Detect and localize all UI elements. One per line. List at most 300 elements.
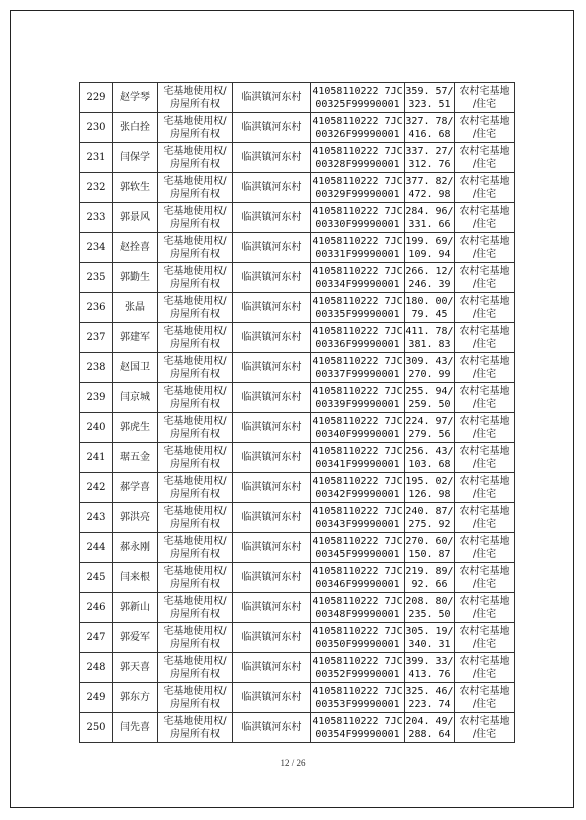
area-cell-line: 413. 76: [408, 668, 451, 680]
owner-name-cell: 闫京城: [113, 383, 158, 413]
unit-code-cell-line: 41058110222 7JC: [312, 235, 403, 247]
right-type-cell-line: 房屋所有权: [170, 188, 220, 200]
table-row: [80, 623, 515, 653]
land-use-cell-line: /住宅: [472, 578, 497, 590]
unit-code-cell: [311, 623, 405, 653]
row-number-cell: 229: [80, 83, 113, 113]
unit-code-cell-line: 41058110222 7JC: [312, 655, 403, 667]
right-type-cell-line: 宅基地使用权/: [163, 295, 227, 307]
table-row: [80, 203, 515, 233]
right-type-cell: [158, 593, 233, 623]
land-use-cell-line: /住宅: [472, 398, 497, 410]
table-row: [80, 263, 515, 293]
right-type-cell-line: 房屋所有权: [170, 548, 220, 560]
area-cell-line: 199. 69/: [405, 235, 454, 247]
area-cell-line: 92. 66: [411, 578, 448, 590]
owner-name-cell: 琚五金: [113, 443, 158, 473]
unit-code-cell-line: 41058110222 7JC: [312, 145, 403, 157]
land-use-cell-line: 农村宅基地: [459, 655, 510, 667]
owner-name-cell: 郭勤生: [113, 263, 158, 293]
land-use-cell-line: /住宅: [472, 458, 497, 470]
location-cell: 临淇镇河东村: [233, 233, 311, 263]
right-type-cell-line: 房屋所有权: [170, 608, 220, 620]
area-cell-line: 340. 31: [408, 638, 451, 650]
land-use-cell: [455, 83, 515, 113]
area-cell-line: 180. 00/: [405, 295, 454, 307]
unit-code-cell: [311, 143, 405, 173]
location-cell: 临淇镇河东村: [233, 83, 311, 113]
right-type-cell: [158, 623, 233, 653]
unit-code-cell-line: 00339F99990001: [315, 398, 400, 410]
right-type-cell-line: 房屋所有权: [170, 158, 220, 170]
owner-name-cell: 闫来根: [113, 563, 158, 593]
owner-name-cell: 郭天喜: [113, 653, 158, 683]
unit-code-cell: [311, 473, 405, 503]
land-use-cell: [455, 353, 515, 383]
unit-code-cell-line: 41058110222 7JC: [312, 475, 403, 487]
owner-name-cell: 郭建军: [113, 323, 158, 353]
land-use-cell-line: /住宅: [472, 128, 497, 140]
area-cell: [405, 593, 455, 623]
unit-code-cell-line: 41058110222 7JC: [312, 115, 403, 127]
land-use-cell: [455, 203, 515, 233]
table-row: [80, 443, 515, 473]
land-use-cell-line: /住宅: [472, 518, 497, 530]
unit-code-cell: [311, 593, 405, 623]
right-type-cell-line: 宅基地使用权/: [163, 595, 227, 607]
location-cell: 临淇镇河东村: [233, 203, 311, 233]
unit-code-cell: [311, 413, 405, 443]
row-number-cell: 243: [80, 503, 113, 533]
right-type-cell-line: 房屋所有权: [170, 398, 220, 410]
right-type-cell: [158, 383, 233, 413]
table-row: [80, 563, 515, 593]
unit-code-cell-line: 00341F99990001: [315, 458, 400, 470]
location-cell: 临淇镇河东村: [233, 713, 311, 743]
area-cell: [405, 293, 455, 323]
unit-code-cell-line: 00337F99990001: [315, 368, 400, 380]
area-cell: [405, 233, 455, 263]
row-number-cell: 235: [80, 263, 113, 293]
land-use-cell: [455, 293, 515, 323]
unit-code-cell: [311, 263, 405, 293]
unit-code-cell-line: 00335F99990001: [315, 308, 400, 320]
right-type-cell-line: 宅基地使用权/: [163, 145, 227, 157]
table-row: [80, 593, 515, 623]
right-type-cell-line: 房屋所有权: [170, 488, 220, 500]
land-use-cell-line: /住宅: [472, 488, 497, 500]
location-cell: 临淇镇河东村: [233, 563, 311, 593]
right-type-cell-line: 房屋所有权: [170, 368, 220, 380]
unit-code-cell-line: 00336F99990001: [315, 338, 400, 350]
area-cell: [405, 683, 455, 713]
unit-code-cell-line: 00326F99990001: [315, 128, 400, 140]
land-use-cell-line: 农村宅基地: [459, 445, 510, 457]
unit-code-cell-line: 41058110222 7JC: [312, 505, 403, 517]
land-use-cell: [455, 473, 515, 503]
row-number-cell: 249: [80, 683, 113, 713]
area-cell-line: 270. 60/: [405, 535, 454, 547]
land-use-cell: [455, 653, 515, 683]
land-use-cell-line: /住宅: [472, 428, 497, 440]
right-type-cell: [158, 83, 233, 113]
area-cell-line: 266. 12/: [405, 265, 454, 277]
unit-code-cell: [311, 533, 405, 563]
right-type-cell-line: 宅基地使用权/: [163, 265, 227, 277]
land-use-cell: [455, 563, 515, 593]
land-use-cell-line: 农村宅基地: [459, 385, 510, 397]
area-cell-line: 79. 45: [411, 308, 448, 320]
area-cell-line: 259. 50: [408, 398, 451, 410]
land-use-cell: [455, 383, 515, 413]
land-use-cell-line: 农村宅基地: [459, 235, 510, 247]
land-use-cell-line: /住宅: [472, 698, 497, 710]
location-cell: 临淇镇河东村: [233, 293, 311, 323]
right-type-cell-line: 宅基地使用权/: [163, 85, 227, 97]
area-cell: [405, 173, 455, 203]
row-number-cell: 242: [80, 473, 113, 503]
right-type-cell: [158, 143, 233, 173]
unit-code-cell-line: 41058110222 7JC: [312, 355, 403, 367]
land-use-cell-line: /住宅: [472, 608, 497, 620]
unit-code-cell: [311, 203, 405, 233]
location-cell: 临淇镇河东村: [233, 653, 311, 683]
area-cell-line: 309. 43/: [405, 355, 454, 367]
area-cell-line: 109. 94: [408, 248, 451, 260]
area-cell: [405, 623, 455, 653]
land-use-cell-line: 农村宅基地: [459, 535, 510, 547]
table-row: [80, 383, 515, 413]
area-cell-line: 279. 56: [408, 428, 451, 440]
owner-name-cell: 张晶: [113, 293, 158, 323]
right-type-cell: [158, 533, 233, 563]
table-row: [80, 683, 515, 713]
land-use-cell-line: 农村宅基地: [459, 85, 510, 97]
unit-code-cell-line: 00346F99990001: [315, 578, 400, 590]
right-type-cell-line: 房屋所有权: [170, 578, 220, 590]
land-use-cell: [455, 713, 515, 743]
table-row: [80, 113, 515, 143]
location-cell: 临淇镇河东村: [233, 173, 311, 203]
area-cell: [405, 713, 455, 743]
right-type-cell-line: 宅基地使用权/: [163, 205, 227, 217]
land-use-cell-line: 农村宅基地: [459, 295, 510, 307]
row-number-cell: 238: [80, 353, 113, 383]
right-type-cell: [158, 413, 233, 443]
land-use-cell: [455, 593, 515, 623]
area-cell-line: 284. 96/: [405, 205, 454, 217]
right-type-cell-line: 房屋所有权: [170, 668, 220, 680]
location-cell: 临淇镇河东村: [233, 683, 311, 713]
land-use-cell: [455, 533, 515, 563]
unit-code-cell-line: 00345F99990001: [315, 548, 400, 560]
unit-code-cell-line: 00325F99990001: [315, 98, 400, 110]
land-use-cell-line: /住宅: [472, 278, 497, 290]
land-use-cell: [455, 503, 515, 533]
area-cell-line: 208. 80/: [405, 595, 454, 607]
right-type-cell-line: 宅基地使用权/: [163, 685, 227, 697]
land-use-cell: [455, 143, 515, 173]
row-number-cell: 248: [80, 653, 113, 683]
area-cell: [405, 263, 455, 293]
area-cell-line: 219. 89/: [405, 565, 454, 577]
area-cell-line: 411. 78/: [405, 325, 454, 337]
row-number-cell: 239: [80, 383, 113, 413]
location-cell: 临淇镇河东村: [233, 533, 311, 563]
table-row: [80, 233, 515, 263]
property-register-table: [79, 82, 515, 743]
area-cell-line: 223. 74: [408, 698, 451, 710]
table-row: [80, 143, 515, 173]
owner-name-cell: 郭软生: [113, 173, 158, 203]
right-type-cell: [158, 233, 233, 263]
owner-name-cell: 赵学琴: [113, 83, 158, 113]
area-cell: [405, 203, 455, 233]
area-cell: [405, 563, 455, 593]
area-cell-line: 256. 43/: [405, 445, 454, 457]
land-use-cell-line: 农村宅基地: [459, 595, 510, 607]
land-use-cell-line: 农村宅基地: [459, 325, 510, 337]
table-row: [80, 173, 515, 203]
land-use-cell: [455, 113, 515, 143]
row-number-cell: 246: [80, 593, 113, 623]
unit-code-cell-line: 00329F99990001: [315, 188, 400, 200]
table-row: [80, 413, 515, 443]
owner-name-cell: 赵国卫: [113, 353, 158, 383]
table-row: [80, 473, 515, 503]
area-cell-line: 240. 87/: [405, 505, 454, 517]
land-use-cell: [455, 623, 515, 653]
owner-name-cell: 郭新山: [113, 593, 158, 623]
land-use-cell-line: 农村宅基地: [459, 685, 510, 697]
area-cell-line: 150. 87: [408, 548, 451, 560]
land-use-cell-line: /住宅: [472, 638, 497, 650]
row-number-cell: 232: [80, 173, 113, 203]
unit-code-cell-line: 41058110222 7JC: [312, 175, 403, 187]
table-row: [80, 83, 515, 113]
land-use-cell-line: /住宅: [472, 218, 497, 230]
area-cell-line: 327. 78/: [405, 115, 454, 127]
area-cell-line: 325. 46/: [405, 685, 454, 697]
right-type-cell-line: 房屋所有权: [170, 98, 220, 110]
right-type-cell-line: 宅基地使用权/: [163, 535, 227, 547]
area-cell-line: 288. 64: [408, 728, 451, 740]
area-cell: [405, 383, 455, 413]
unit-code-cell-line: 41058110222 7JC: [312, 445, 403, 457]
unit-code-cell-line: 41058110222 7JC: [312, 565, 403, 577]
location-cell: 临淇镇河东村: [233, 383, 311, 413]
land-use-cell-line: 农村宅基地: [459, 475, 510, 487]
row-number-cell: 247: [80, 623, 113, 653]
unit-code-cell: [311, 353, 405, 383]
right-type-cell-line: 宅基地使用权/: [163, 325, 227, 337]
area-cell-line: 275. 92: [408, 518, 451, 530]
row-number-cell: 237: [80, 323, 113, 353]
row-number-cell: 245: [80, 563, 113, 593]
land-use-cell-line: 农村宅基地: [459, 205, 510, 217]
area-cell-line: 195. 02/: [405, 475, 454, 487]
right-type-cell-line: 房屋所有权: [170, 728, 220, 740]
right-type-cell: [158, 713, 233, 743]
area-cell-line: 224. 97/: [405, 415, 454, 427]
right-type-cell-line: 宅基地使用权/: [163, 235, 227, 247]
unit-code-cell-line: 41058110222 7JC: [312, 295, 403, 307]
area-cell: [405, 113, 455, 143]
right-type-cell-line: 宅基地使用权/: [163, 715, 227, 727]
row-number-cell: 233: [80, 203, 113, 233]
unit-code-cell: [311, 563, 405, 593]
unit-code-cell-line: 41058110222 7JC: [312, 205, 403, 217]
owner-name-cell: 郝学喜: [113, 473, 158, 503]
right-type-cell-line: 宅基地使用权/: [163, 355, 227, 367]
area-cell-line: 126. 98: [408, 488, 451, 500]
table-row: [80, 533, 515, 563]
unit-code-cell-line: 41058110222 7JC: [312, 415, 403, 427]
land-use-cell-line: /住宅: [472, 158, 497, 170]
right-type-cell-line: 房屋所有权: [170, 698, 220, 710]
area-cell: [405, 413, 455, 443]
right-type-cell: [158, 473, 233, 503]
page-number: 12 / 26: [280, 758, 306, 768]
land-use-cell-line: 农村宅基地: [459, 265, 510, 277]
land-use-cell: [455, 323, 515, 353]
area-cell-line: 337. 27/: [405, 145, 454, 157]
table-row: [80, 323, 515, 353]
right-type-cell: [158, 263, 233, 293]
area-cell-line: 416. 68: [408, 128, 451, 140]
table-row: [80, 293, 515, 323]
row-number-cell: 236: [80, 293, 113, 323]
right-type-cell-line: 房屋所有权: [170, 458, 220, 470]
unit-code-cell: [311, 653, 405, 683]
area-cell: [405, 503, 455, 533]
unit-code-cell-line: 00350F99990001: [315, 638, 400, 650]
right-type-cell: [158, 293, 233, 323]
land-use-cell-line: /住宅: [472, 98, 497, 110]
land-use-cell-line: /住宅: [472, 338, 497, 350]
right-type-cell-line: 宅基地使用权/: [163, 385, 227, 397]
right-type-cell: [158, 113, 233, 143]
unit-code-cell: [311, 113, 405, 143]
land-use-cell-line: 农村宅基地: [459, 145, 510, 157]
land-use-cell: [455, 173, 515, 203]
land-use-cell: [455, 233, 515, 263]
unit-code-cell: [311, 383, 405, 413]
land-use-cell-line: 农村宅基地: [459, 415, 510, 427]
row-number-cell: 244: [80, 533, 113, 563]
right-type-cell-line: 宅基地使用权/: [163, 625, 227, 637]
unit-code-cell-line: 00353F99990001: [315, 698, 400, 710]
unit-code-cell-line: 00348F99990001: [315, 608, 400, 620]
table-row: [80, 353, 515, 383]
area-cell-line: 381. 83: [408, 338, 451, 350]
unit-code-cell-line: 41058110222 7JC: [312, 715, 403, 727]
land-use-cell-line: /住宅: [472, 728, 497, 740]
row-number-cell: 250: [80, 713, 113, 743]
table-row: [80, 653, 515, 683]
right-type-cell: [158, 653, 233, 683]
land-use-cell-line: 农村宅基地: [459, 715, 510, 727]
area-cell-line: 255. 94/: [405, 385, 454, 397]
right-type-cell-line: 宅基地使用权/: [163, 655, 227, 667]
right-type-cell: [158, 203, 233, 233]
right-type-cell: [158, 443, 233, 473]
owner-name-cell: 郝永刚: [113, 533, 158, 563]
land-use-cell-line: 农村宅基地: [459, 625, 510, 637]
area-cell-line: 323. 51: [408, 98, 451, 110]
owner-name-cell: 郭景风: [113, 203, 158, 233]
unit-code-cell: [311, 683, 405, 713]
unit-code-cell-line: 00328F99990001: [315, 158, 400, 170]
right-type-cell-line: 宅基地使用权/: [163, 445, 227, 457]
unit-code-cell-line: 00340F99990001: [315, 428, 400, 440]
right-type-cell: [158, 503, 233, 533]
location-cell: 临淇镇河东村: [233, 413, 311, 443]
unit-code-cell-line: 00331F99990001: [315, 248, 400, 260]
area-cell-line: 235. 50: [408, 608, 451, 620]
location-cell: 临淇镇河东村: [233, 323, 311, 353]
unit-code-cell-line: 41058110222 7JC: [312, 265, 403, 277]
land-use-cell-line: /住宅: [472, 548, 497, 560]
land-use-cell: [455, 413, 515, 443]
unit-code-cell: [311, 233, 405, 263]
area-cell: [405, 143, 455, 173]
unit-code-cell-line: 41058110222 7JC: [312, 85, 403, 97]
location-cell: 临淇镇河东村: [233, 503, 311, 533]
right-type-cell-line: 宅基地使用权/: [163, 415, 227, 427]
unit-code-cell-line: 00334F99990001: [315, 278, 400, 290]
area-cell-line: 204. 49/: [405, 715, 454, 727]
area-cell-line: 331. 66: [408, 218, 451, 230]
area-cell: [405, 473, 455, 503]
right-type-cell-line: 房屋所有权: [170, 248, 220, 260]
area-cell-line: 246. 39: [408, 278, 451, 290]
location-cell: 临淇镇河东村: [233, 443, 311, 473]
land-use-cell-line: 农村宅基地: [459, 355, 510, 367]
owner-name-cell: 闫先喜: [113, 713, 158, 743]
location-cell: 临淇镇河东村: [233, 263, 311, 293]
right-type-cell-line: 房屋所有权: [170, 428, 220, 440]
land-use-cell-line: /住宅: [472, 248, 497, 260]
unit-code-cell-line: 41058110222 7JC: [312, 535, 403, 547]
area-cell-line: 359. 57/: [405, 85, 454, 97]
area-cell-line: 399. 33/: [405, 655, 454, 667]
owner-name-cell: 郭虎生: [113, 413, 158, 443]
area-cell: [405, 653, 455, 683]
unit-code-cell-line: 41058110222 7JC: [312, 625, 403, 637]
right-type-cell-line: 房屋所有权: [170, 338, 220, 350]
location-cell: 临淇镇河东村: [233, 143, 311, 173]
land-use-cell-line: /住宅: [472, 668, 497, 680]
owner-name-cell: 赵拴喜: [113, 233, 158, 263]
table-row: [80, 503, 515, 533]
owner-name-cell: 郭洪亮: [113, 503, 158, 533]
row-number-cell: 231: [80, 143, 113, 173]
owner-name-cell: 郭爱军: [113, 623, 158, 653]
owner-name-cell: 张白拴: [113, 113, 158, 143]
row-number-cell: 240: [80, 413, 113, 443]
land-use-cell-line: /住宅: [472, 368, 497, 380]
right-type-cell: [158, 563, 233, 593]
owner-name-cell: 闫保学: [113, 143, 158, 173]
area-cell-line: 305. 19/: [405, 625, 454, 637]
land-use-cell-line: /住宅: [472, 308, 497, 320]
right-type-cell: [158, 353, 233, 383]
location-cell: 临淇镇河东村: [233, 353, 311, 383]
right-type-cell-line: 宅基地使用权/: [163, 475, 227, 487]
area-cell: [405, 323, 455, 353]
unit-code-cell-line: 00352F99990001: [315, 668, 400, 680]
